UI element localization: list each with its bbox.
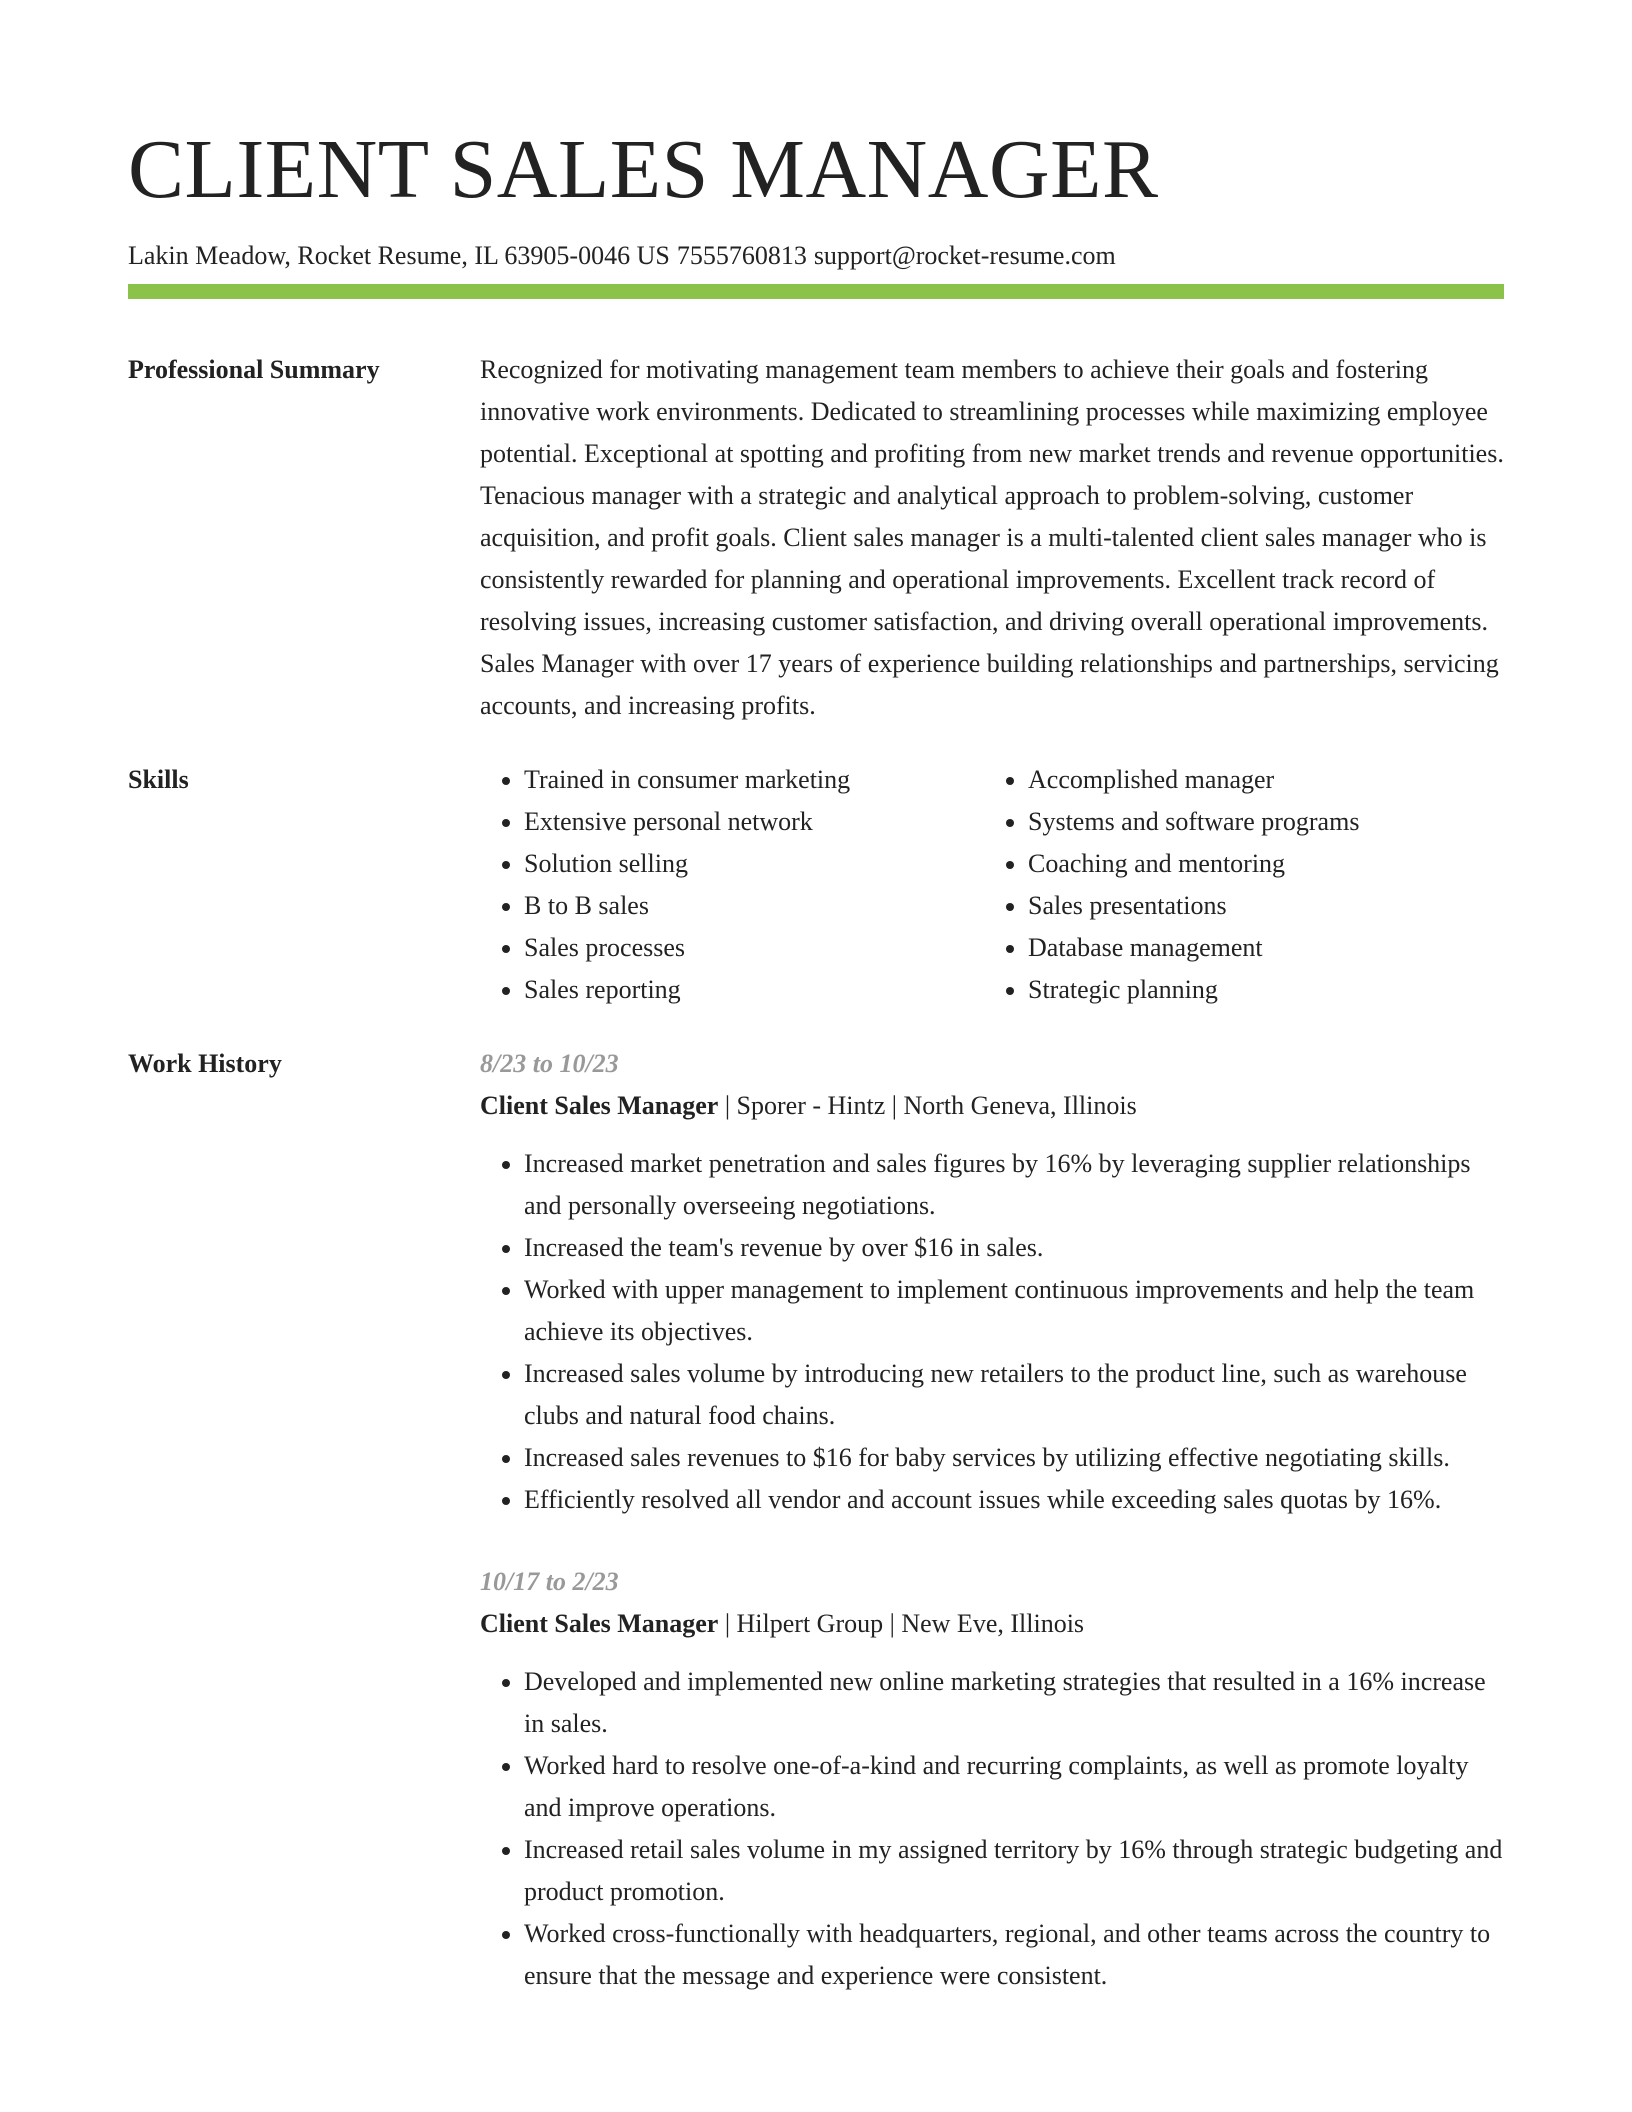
header-divider [128,284,1504,299]
skills-grid [480,759,1504,1011]
professional-summary-section [128,349,1504,727]
job-heading [480,1603,1504,1645]
skill-item: • Sales reporting [524,969,984,1011]
job-company: Sporer - Hintz [736,1091,886,1120]
section-label-summary: Professional Summary [128,355,380,384]
job-separator: | [718,1609,737,1638]
skill-item: • Sales presentations [1028,885,1359,927]
job-entry [480,1043,1504,1521]
skills-list-right [984,759,1359,1011]
job-bullet: • Worked cross-functionally with headquarters, regional, and other teams across the country to ensure that the message and experience were consistent. [524,1913,1504,1997]
job-bullet: • Increased the team's revenue by over $16 in sales. [524,1227,1504,1269]
job-separator: | [885,1091,904,1120]
resume-page [128,118,1504,1997]
skill-item: • Strategic planning [1028,969,1359,1011]
contact-address: Lakin Meadow, Rocket Resume, IL 63905-0046 US [128,241,670,270]
skill-item: • Accomplished manager [1028,759,1359,801]
skill-item: • B to B sales [524,885,984,927]
skill-item: • Coaching and mentoring [1028,843,1359,885]
job-title: Client Sales Manager [480,1091,719,1120]
summary-text: Recognized for motivating management team members to achieve their goals and fostering innovative work environments. Dedicated to streamlining processes while maximizing employee potential. Exceptional at spotting and profiting from new market trends and revenue opportunities. Tenacious manager with a strategic and analytical approach to problem-solving, customer acquisition, and profit goals. Client sales manager is a multi-talented client sales manager who is consistently rewarded for planning and operational improvements. Excellent track record of resolving issues, increasing customer satisfaction, and driving overall operational improvements. Sales Manager with over 17 years of experience building relationships and partnerships, servicing accounts, and increasing profits. [480,355,1504,720]
skill-item: • Sales processes [524,927,984,969]
skills-list-left [480,759,984,1011]
job-bullet: • Increased sales revenues to $16 for baby services by utilizing effective negotiating skills. [524,1437,1504,1479]
candidate-name: CLIENT SALES MANAGER [128,123,1159,216]
job-title: Client Sales Manager [480,1609,719,1638]
contact-email: support@rocket-resume.com [813,241,1116,270]
section-label-work-history: Work History [128,1049,282,1078]
job-bullet: • Efficiently resolved all vendor and account issues while exceeding sales quotas by 16%. [524,1479,1504,1521]
work-history-section [128,1043,1504,1997]
skill-item: • Systems and software programs [1028,801,1359,843]
job-company: Hilpert Group [736,1609,884,1638]
job-dates: 8/23 to 10/23 [480,1049,619,1078]
contact-phone: 7555760813 [676,241,807,270]
job-bullet: • Increased sales volume by introducing new retailers to the product line, such as warehouse clubs and natural food chains. [524,1353,1504,1437]
job-bullet: • Increased retail sales volume in my assigned territory by 16% through strategic budgeting and product promotion. [524,1829,1504,1913]
contact-line [128,238,1504,274]
job-entry [480,1561,1504,1997]
skill-item: • Database management [1028,927,1359,969]
section-label-skills: Skills [128,765,189,794]
job-bullets [480,1143,1504,1521]
job-separator: | [718,1091,737,1120]
job-dates: 10/17 to 2/23 [480,1567,619,1596]
skill-item: • Solution selling [524,843,984,885]
job-location: North Geneva, Illinois [903,1091,1137,1120]
skill-item: • Trained in consumer marketing [524,759,984,801]
job-bullet: • Increased market penetration and sales figures by 16% by leveraging supplier relationships and personally overseeing negotiations. [524,1143,1504,1227]
job-bullets [480,1661,1504,1997]
job-heading [480,1085,1504,1127]
skill-item: • Extensive personal network [524,801,984,843]
resume-header [128,118,1504,299]
job-bullet: • Worked hard to resolve one-of-a-kind and recurring complaints, as well as promote loyalty and improve operations. [524,1745,1504,1829]
job-separator: | [883,1609,902,1638]
job-location: New Eve, Illinois [901,1609,1085,1638]
job-bullet: • Worked with upper management to implement continuous improvements and help the team achieve its objectives. [524,1269,1504,1353]
work-history-body [480,1043,1504,1997]
summary-body [480,349,1504,727]
job-bullet: • Developed and implemented new online marketing strategies that resulted in a 16% increase in sales. [524,1661,1504,1745]
skills-section [128,759,1504,1011]
